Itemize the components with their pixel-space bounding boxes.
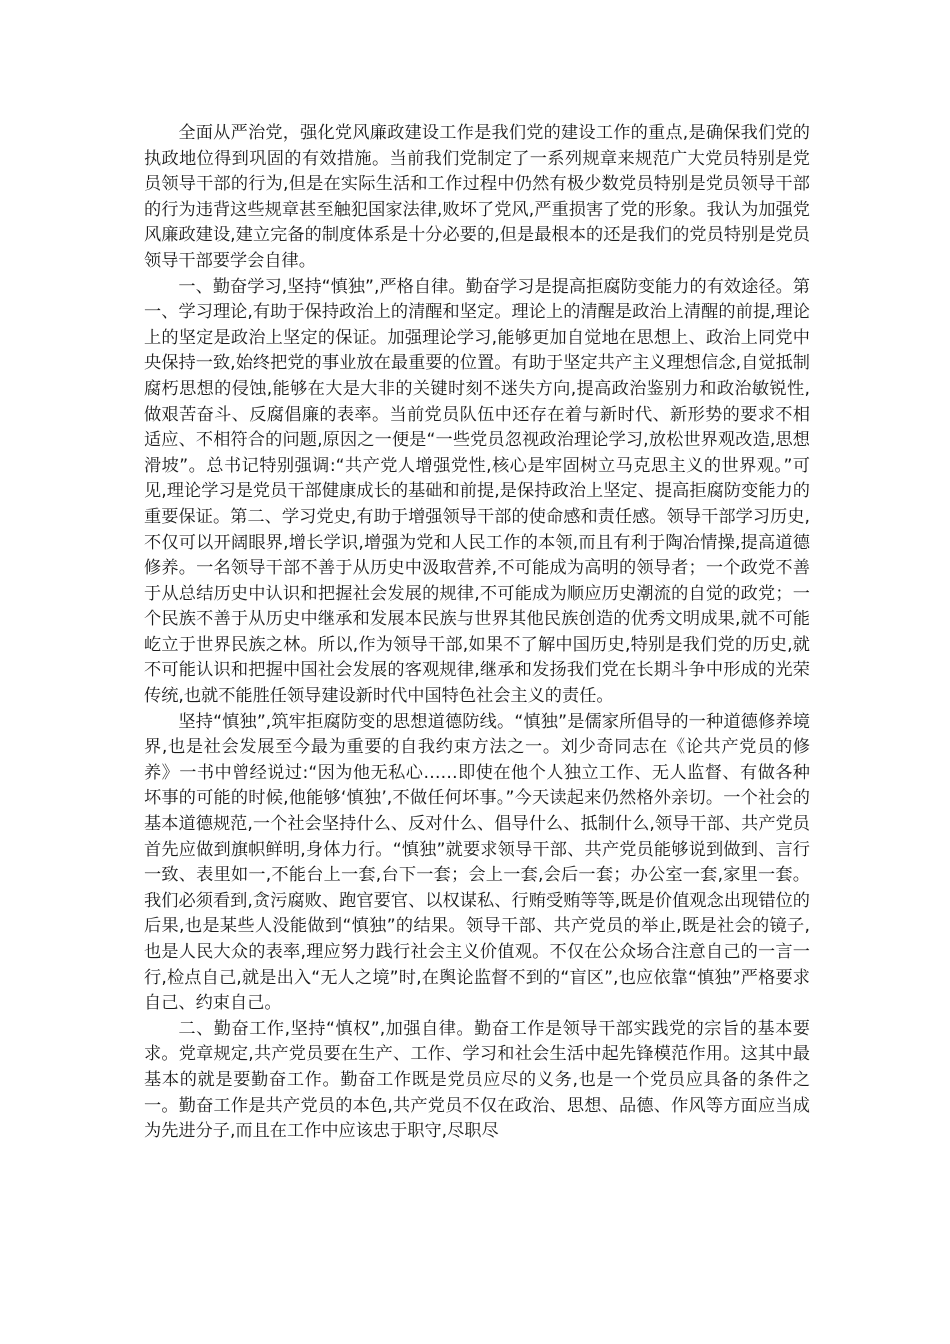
document-page (144, 121, 810, 1145)
paragraph-section-two-work: 二、勤奋工作,坚持“慎权”,加强自律。勤奋工作是领导干部实践党的宗旨的基本要求。党章规定,共产党员要在生产、工作、学习和社会生活中起先锋模范作用。这其中最基本的就是要勤奋工作。勤奋工作既是党员应尽的义务,也是一个党员应具备的条件之一。勤奋工作是共产党员的本色,共产党员不仅在政治、思想、品德、作风等方面应当成为先进分子,而且在工作中应该忠于职守,尽职尽 (144, 1018, 810, 1142)
paragraph-section-one-study: 一、勤奋学习,坚持“慎独”,严格自律。勤奋学习是提高拒腐防变能力的有效途径。第一、学习理论,有助于保持政治上的清醒和坚定。理论上的清醒是政治上清醒的前提,理论上的坚定是政治上坚定的保证。加强理论学习,能够更加自觉地在思想上、政治上同党中央保持一致,始终把党的事业放在最重要的位置。有助于坚定共产主义理想信念,自觉抵制腐朽思想的侵蚀,能够在大是大非的关键时刻不迷失方向,提高政治鉴别力和政治敏锐性,做艰苦奋斗、反腐倡廉的表率。当前党员队伍中还存在着与新时代、新形势的要求不相适应、不相符合的问题,原因之一便是“一些党员忽视政治理论学习,放松世界观改造,思想滑坡”。总书记特别强调:“共产党人增强党性,核心是牢固树立马克思主义的世界观。”可见,理论学习是党员干部健康成长的基础和前提,是保持政治上坚定、提高拒腐防变能力的重要保证。第二、学习党史,有助于增强领导干部的使命感和责任感。领导干部学习历史,不仅可以开阔眼界,增长学识,增强为党和人民工作的本领,而且有利于陶冶情操,提高道德修养。一名领导干部不善于从历史中汲取营养,不可能成为高明的领导者；一个政党不善于从总结历史中认识和把握社会发展的规律,不可能成为顺应历史潮流的自觉的政党；一个民族不善于从历史中继承和发展本民族与世界其他民族创造的优秀文明成果,就不可能屹立于世界民族之林。所以,作为领导干部,如果不了解中国历史,特别是我们党的历史,就不可能认识和把握中国社会发展的客观规律,继承和发扬我们党在长期斗争中形成的光荣传统,也就不能胜任领导建设新时代中国特色社会主义的责任。 (144, 276, 810, 707)
paragraph-intro: 全面从严治党，强化党风廉政建设工作是我们党的建设工作的重点,是确保我们党的执政地位得到巩固的有效措施。当前我们党制定了一系列规章来规范广大党员特别是党员领导干部的行为,但是在实际生活和工作过程中仍然有极少数党员特别是党员领导干部的行为违背这些规章甚至触犯国家法律,败坏了党风,严重损害了党的形象。我认为加强党风廉政建设,建立完备的制度体系是十分必要的,但是最根本的还是我们的党员特别是党员领导干部要学会自律。 (144, 123, 810, 271)
paragraph-shendu: 坚持“慎独”,筑牢拒腐防变的思想道德防线。“慎独”是儒家所倡导的一种道德修养境界,也是社会发展至今最为重要的自我约束方法之一。刘少奇同志在《论共产党员的修养》一书中曾经说过:“因为他无私心……即使在他个人独立工作、无人监督、有做各种坏事的可能的时候,他能够‘慎独’,不做任何坏事。”今天读起来仍然格外亲切。一个社会的基本道德规范,一个社会坚持什么、反对什么、倡导什么、抵制什么,领导干部、共产党员首先应做到旗帜鲜明,身体力行。“慎独”就要求领导干部、共产党员能够说到做到、言行一致、表里如一,不能台上一套,台下一套；会上一套,会后一套；办公室一套,家里一套。我们必须看到,贪污腐败、跑官要官、以权谋私、行贿受贿等等,既是价值观念出现错位的后果,也是某些人没能做到“慎独”的结果。领导干部、共产党员的举止,既是社会的镜子,也是人民大众的表率,理应努力践行社会主义价值观。不仅在公众场合注意自己的一言一行,检点自己,就是出入“无人之境”时,在舆论监督不到的“盲区”,也应依靠“慎独”严格要求自己、约束自己。 (144, 711, 810, 1014)
